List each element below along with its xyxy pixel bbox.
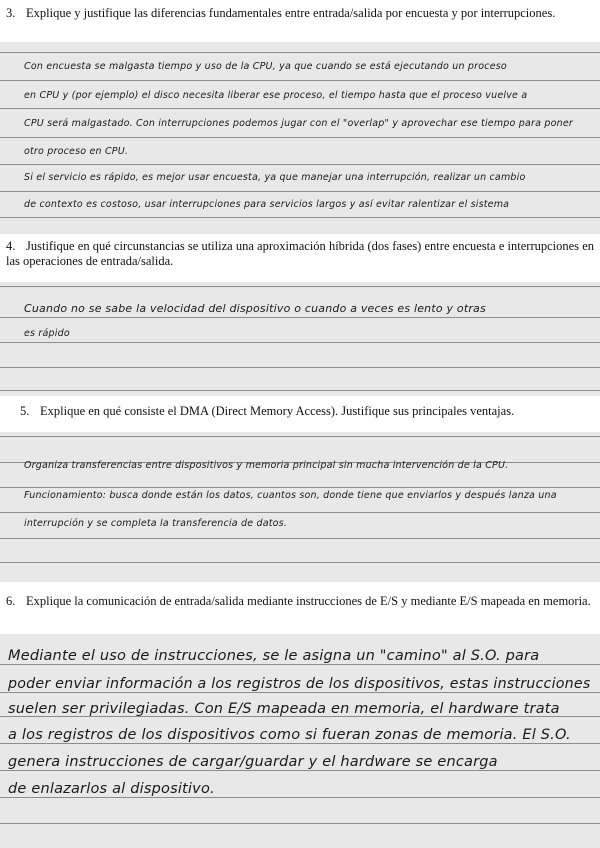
- answer-area-6: [0, 634, 600, 848]
- answer-line: Funcionamiento: busca donde están los datos, cuantos son, donde tiene que enviarlos y después lanza una: [24, 490, 557, 501]
- answer-line: suelen ser privilegiadas. Con E/S mapeada en memoria, el hardware trata: [8, 701, 560, 717]
- question-number: 4.: [6, 239, 16, 253]
- answer-line: Si el servicio es rápido, es mejor usar encuesta, ya que manejar una interrupción, realizar un cambio: [24, 172, 526, 183]
- question-3: [0, 0, 600, 42]
- question-number: 5.: [20, 404, 30, 418]
- answer-line: Con encuesta se malgasta tiempo y uso de la CPU, ya que cuando se está ejecutando un proceso: [24, 61, 507, 72]
- answer-line: Organiza transferencias entre dispositivos y memoria principal sin mucha intervención de la CPU.: [24, 460, 509, 471]
- answer-line: CPU será malgastado. Con interrupciones podemos jugar con el "overlap" y aprovechar ese tiempo para poner: [24, 118, 573, 129]
- answer-area-5: [0, 432, 600, 582]
- answer-area-4: [0, 282, 600, 396]
- answer-line: interrupción y se completa la transferencia de datos.: [24, 518, 288, 529]
- question-6: [0, 582, 600, 634]
- answer-line: otro proceso en CPU.: [24, 146, 129, 157]
- answer-line: Mediante el uso de instrucciones, se le asigna un "camino" al S.O. para: [8, 648, 540, 664]
- answer-line: Cuando no se sabe la velocidad del dispositivo o cuando a veces es lento y otras: [24, 302, 486, 315]
- answer-line: de contexto es costoso, usar interrupciones para servicios largos y así evitar ralentizar el sistema: [24, 199, 510, 210]
- question-prompt: Explique la comunicación de entrada/salida mediante instrucciones de E/S y mediante E/S mapeada en memoria.: [26, 594, 591, 608]
- answer-line: en CPU y (por ejemplo) el disco necesita liberar ese proceso, el tiempo hasta que el proceso vuelve a: [24, 90, 528, 101]
- question-prompt: Justifique en qué circunstancias se utiliza una aproximación híbrida (dos fases) entre encuesta e interrupciones en las operaciones de entrada/salida.: [6, 239, 594, 268]
- answer-line: poder enviar información a los registros de los dispositivos, estas instrucciones: [8, 676, 591, 692]
- question-prompt: Explique y justifique las diferencias fundamentales entre entrada/salida por encuesta y por interrupciones.: [26, 6, 556, 20]
- question-5-text: [20, 404, 594, 419]
- answer-line: genera instrucciones de cargar/guardar y el hardware se encarga: [8, 754, 498, 770]
- answer-line: es rápido: [24, 328, 70, 339]
- question-number: 3.: [6, 6, 16, 20]
- question-4-text: [6, 239, 594, 269]
- question-number: 6.: [6, 594, 16, 608]
- question-6-text: [6, 594, 594, 609]
- question-4: [0, 234, 600, 282]
- answer-area-3: [0, 42, 600, 234]
- answer-line: de enlazarlos al dispositivo.: [8, 781, 215, 797]
- question-3-text: [6, 6, 594, 21]
- answer-line: a los registros de los dispositivos como si fueran zonas de memoria. El S.O.: [8, 727, 571, 743]
- question-5: [0, 396, 600, 432]
- question-prompt: Explique en qué consiste el DMA (Direct Memory Access). Justifique sus principales ventajas.: [40, 404, 515, 418]
